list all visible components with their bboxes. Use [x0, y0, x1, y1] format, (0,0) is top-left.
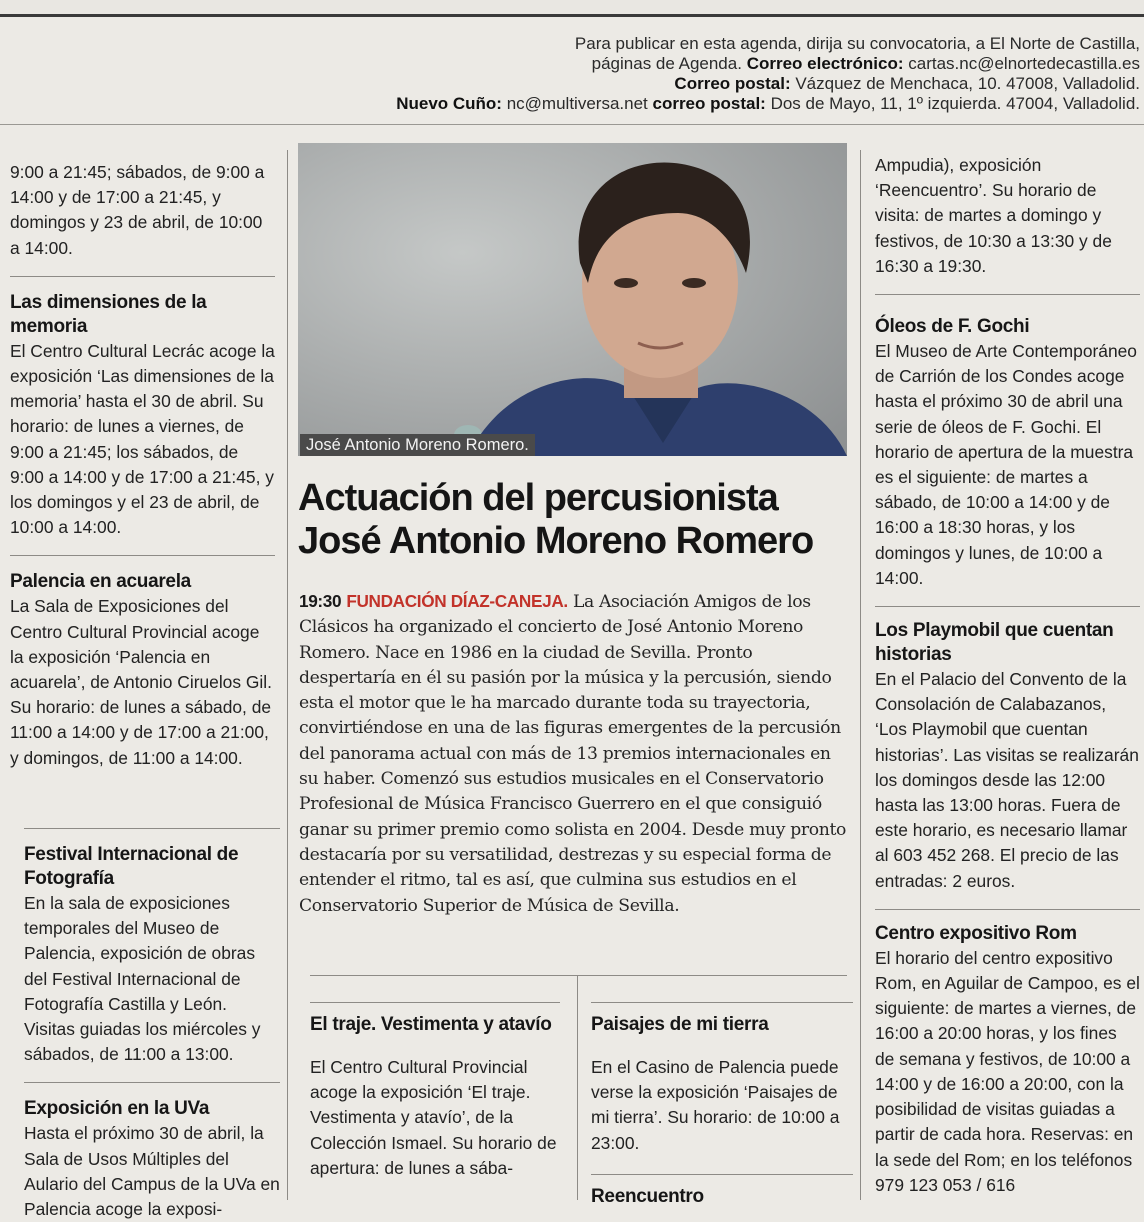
item-title: Centro expositivo Rom	[875, 922, 1077, 944]
divider	[875, 294, 1140, 295]
item-title: El traje. Vestimenta y atavío	[310, 1014, 552, 1035]
feature-headline: Actuación del percusionista José Antonio Moreno Romero	[298, 477, 814, 562]
feature-photo	[298, 143, 847, 456]
left-intro-text: 9:00 a 21:45; sábados, de 9:00 a 14:00 y de 17:00 a 21:45, y domingos y 23 de abril, de 10:00 a 14:00.	[10, 162, 265, 258]
right-intro-text: Ampudia), exposición ‘Reencuentro’. Su horario de visita: de martes a domingo y festivos, de 10:30 a 13:30 y de 16:30 a 19:30.	[875, 155, 1112, 276]
right-column	[875, 153, 1140, 1198]
column-rule-left	[287, 150, 288, 1200]
agenda-contact-header	[396, 34, 1140, 114]
divider	[310, 1002, 560, 1003]
postal-label: Correo postal:	[674, 74, 791, 93]
item-text: En el Casino de Palencia puede verse la exposición ‘Paisajes de mi tierra’. Su horario: de 10:00 a 23:00.	[591, 1057, 840, 1153]
item-text: El Museo de Arte Contemporáneo de Carrión de los Condes acoge hasta el próximo 30 de abril una serie de óleos de F. Gochi. El horario de apertura de la muestra es el siguiente: de martes a sábado, de 10:00 a 14:00 y de 16:00 a 18:30 horas, y los domingos y lunes, de 10:00 a 14:00.	[875, 341, 1137, 588]
item-text: Hasta el próximo 30 de abril, la Sala de Usos Múltiples del Aulario del Campus de la UVa en Palencia acoge la exposi-	[24, 1123, 280, 1220]
item-title: Palencia en acuarela	[10, 571, 191, 593]
divider	[875, 606, 1140, 607]
nuevo-cuno-postal-label: correo postal:	[652, 94, 766, 113]
feature-body	[299, 589, 851, 919]
left-column-lower	[24, 828, 280, 1222]
item-text: En el Palacio del Convento de la Consolación de Calabazanos, ‘Los Playmobil que cuentan historias’. Las visitas se realizarán los domingos desde las 12:00 hasta las 13:00 horas. Fuera de este horario, es necesario llamar al 603 452 268. El precio de las entradas: 2 euros.	[875, 669, 1139, 891]
divider	[24, 828, 280, 829]
event-time: 19:30	[299, 591, 342, 611]
divider	[10, 276, 275, 277]
photo-caption: José Antonio Moreno Romero.	[300, 434, 535, 456]
postal-address: Vázquez de Menchaca, 10. 47008, Valladolid.	[795, 74, 1140, 93]
nuevo-cuno-email: nc@multiversa.net	[506, 94, 648, 113]
item-title: Festival Internacional de Fotografía	[24, 844, 239, 889]
item-title: Las dimensiones de la memoria	[10, 291, 207, 337]
item-text: En la sala de exposiciones temporales del Museo de Palencia, exposición de obras del Festival Internacional de Fotografía Castilla y León. Visitas guiadas los miércoles y sábados, de 11:00 a 13:00.	[24, 893, 261, 1065]
item-title: Paisajes de mi tierra	[591, 1014, 769, 1035]
nuevo-cuno-postal-address: Dos de Mayo, 11, 1º izquierda. 47004, Valladolid.	[770, 94, 1140, 113]
item-title: Exposición en la UVa	[24, 1098, 210, 1120]
item-title: Reencuentro	[591, 1185, 704, 1207]
header-divider	[0, 124, 1144, 125]
divider	[591, 1002, 853, 1003]
item-text: El Centro Cultural Provincial acoge la exposición ‘El traje. Vestimenta y atavío’, de la Colección Ismael. Su horario de apertura: de lunes a sába-	[310, 1057, 557, 1178]
event-venue: FUNDACIÓN DÍAZ-CANEJA.	[346, 591, 568, 611]
header-line-1: Para publicar en esta agenda, dirija su convocatoria, a El Norte de Castilla,	[574, 34, 1140, 53]
header-line-2-text: páginas de Agenda.	[591, 54, 742, 73]
item-text: El Centro Cultural Lecrác acoge la exposición ‘Las dimensiones de la memoria’ hasta el 30 de abril. Su horario: de lunes a viernes, de 9:00 a 21:45; los sábados, de 9:00 a 14:00 y de 17:00 a 21:45, y los domingos y el 23 de abril, de 10:00 a 14:00.	[10, 340, 275, 538]
email-address: cartas.nc@elnortedecastilla.es	[908, 54, 1140, 73]
sub-article-left	[310, 1002, 560, 1181]
column-rule-right	[860, 150, 861, 1200]
sub-article-right	[591, 1002, 853, 1209]
email-label: Correo electrónico:	[746, 54, 904, 73]
sub-column-rule	[577, 975, 578, 1200]
item-title: Los Playmobil que cuentan historias	[875, 620, 1114, 666]
divider	[875, 909, 1140, 910]
portrait-image	[298, 143, 847, 456]
item-title: Óleos de F. Gochi	[875, 316, 1030, 338]
divider	[24, 1082, 280, 1083]
sub-section-top-rule	[310, 975, 847, 976]
feature-body-text: La Asociación Amigos de los Clásicos ha organizado el concierto de José Antonio Moreno Romero. Nace en 1986 en la ciudad de Sevilla. Pronto despertaría en él su pasión por la música y la percusión, siendo esta el motor que le ha marcado durante toda su trayectoria, convirtiéndose en una de las figuras emergentes de la percusión del panorama actual con más de 13 premios internacionales en su haber. Comenzó sus estudios musicales en el Conservatorio Profesional de Música Francisco Guerrero en el que consiguió ganar su primer premio como solista en 2004. Desde muy pronto destacaría por su versatilidad, destrezas y su especial forma de entender el ritmo, tal es así, que culmina sus estudios en el Conservatorio Superior de Música de Sevilla.	[299, 592, 847, 916]
left-column	[10, 160, 275, 771]
item-text: La Sala de Exposiciones del Centro Cultural Provincial acoge la exposición ‘Palencia en acuarela’, de Antonio Ciruelos Gil. Su horario: de lunes a sábado, de 11:00 a 14:00 y de 17:00 a 21:00, y domingos, de 11:00 a 14:00.	[10, 596, 272, 768]
divider	[591, 1174, 853, 1175]
page-top-rule	[0, 0, 1144, 17]
item-text: El horario del centro expositivo Rom, en Aguilar de Campoo, es el siguiente: de martes a viernes, de 16:00 a 20:00 horas, y los fines de semana y festivos, de 10:00 a 14:00 y de 16:00 a 20:00, con la posibilidad de visitas guiadas a partir de cada hora. Reservas: en la sede del Rom; en los teléfonos 979 123 053 / 616	[875, 947, 1140, 1195]
divider	[10, 555, 275, 556]
nuevo-cuno-label: Nuevo Cuño:	[396, 94, 502, 113]
